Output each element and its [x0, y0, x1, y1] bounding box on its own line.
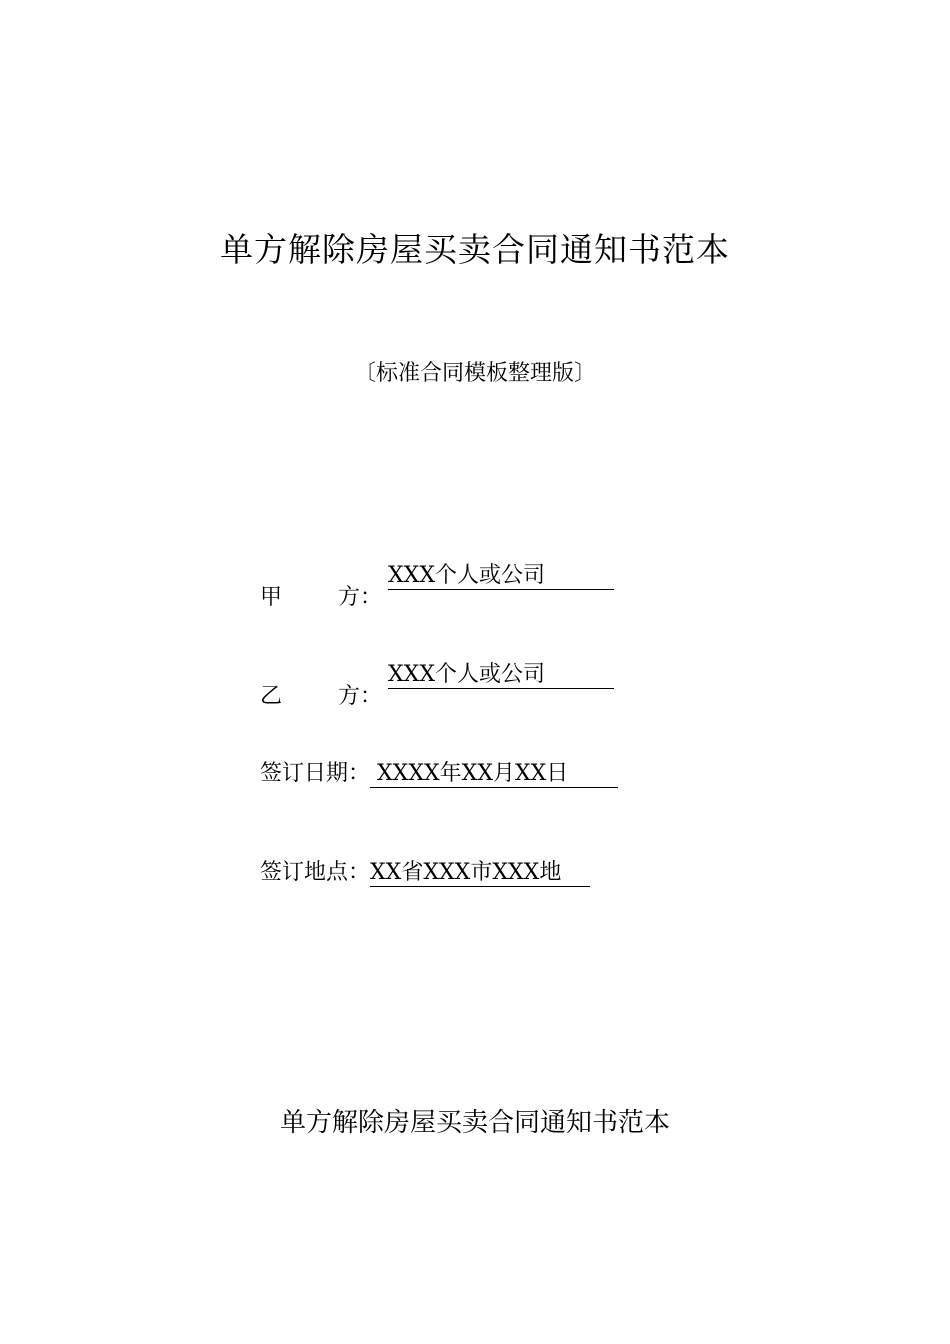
- signing-place-row: [260, 857, 590, 889]
- signing-date-label: 签订日期：: [260, 761, 371, 786]
- party-a-label-first: 甲: [260, 585, 283, 610]
- footer-title: 单方解除房屋买卖合同通知书范本: [279, 1108, 670, 1138]
- party-b-value-text: XXX个人或公司: [388, 662, 545, 687]
- party-a-value: [388, 563, 614, 590]
- signing-place-value: [370, 860, 590, 887]
- party-a-row: [260, 560, 614, 610]
- signing-date-row: [260, 758, 618, 790]
- party-b-label-first: 乙: [260, 684, 283, 709]
- party-b-row: [260, 659, 614, 709]
- signing-date-value: [370, 761, 618, 788]
- party-a-value-text: XXX个人或公司: [388, 563, 545, 588]
- document-title: 单方解除房屋买卖合同通知书范本: [220, 230, 730, 269]
- signing-date-value-text: XXXX年XX月XX日: [370, 761, 569, 786]
- party-a-label-second: 方：: [338, 585, 383, 610]
- signing-place-value-text: XX省XXX市XXX地: [370, 860, 562, 885]
- party-b-label-second: 方：: [338, 684, 383, 709]
- party-b-value: [388, 662, 614, 689]
- signing-place-label: 签订地点：: [260, 860, 371, 885]
- document-subtitle: 〔标准合同模板整理版〕: [353, 361, 596, 386]
